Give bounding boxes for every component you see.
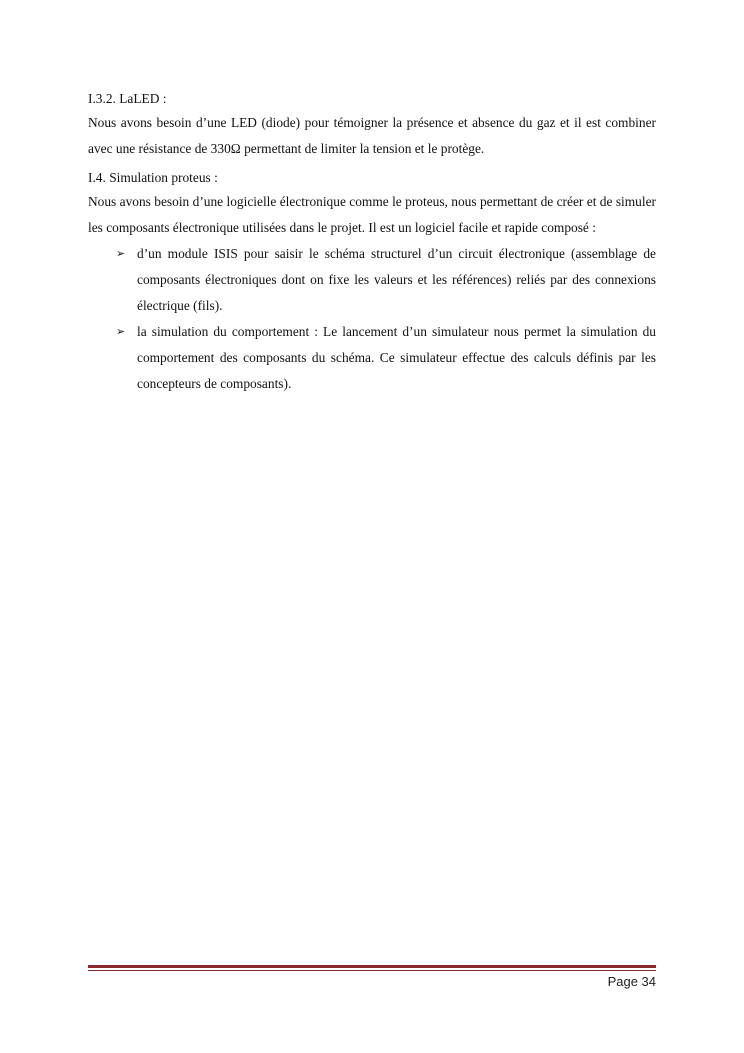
bullet-list (88, 241, 656, 397)
list-item-text: d’un module ISIS pour saisir le schéma structurel d’un circuit électronique (assemblage de composants électroniques dont on fixe les valeurs et les références) reliés par des connexions électrique (fils). (137, 246, 656, 313)
footer-rule-thin (88, 970, 656, 971)
section-heading-led: I.3.2. LaLED : (88, 91, 167, 106)
footer-rule-thick (88, 965, 656, 968)
page-content (88, 88, 656, 397)
arrow-bullet-icon: ➢ (116, 247, 126, 260)
section-heading-proteus: I.4. Simulation proteus : (88, 170, 218, 185)
paragraph-proteus: Nous avons besoin d’une logicielle électronique comme le proteus, nous permettant de créer et de simuler les composants électronique utilisées dans le projet. Il est un logiciel facile et rapide composé : (88, 194, 656, 235)
arrow-bullet-icon: ➢ (116, 325, 126, 338)
footer-rule (88, 965, 656, 971)
page-number: Page 34 (607, 974, 656, 989)
list-item-text: la simulation du comportement : Le lancement d’un simulateur nous permet la simulation du comportement des composants du schéma. Ce simulateur effectue des calculs définis par les concepteurs de composants). (137, 324, 656, 391)
paragraph-led: Nous avons besoin d’une LED (diode) pour témoigner la présence et absence du gaz et il est combiner avec une résistance de 330Ω permettant de limiter la tension et le protège. (88, 115, 656, 156)
list-item (116, 319, 656, 397)
list-item (116, 241, 656, 319)
